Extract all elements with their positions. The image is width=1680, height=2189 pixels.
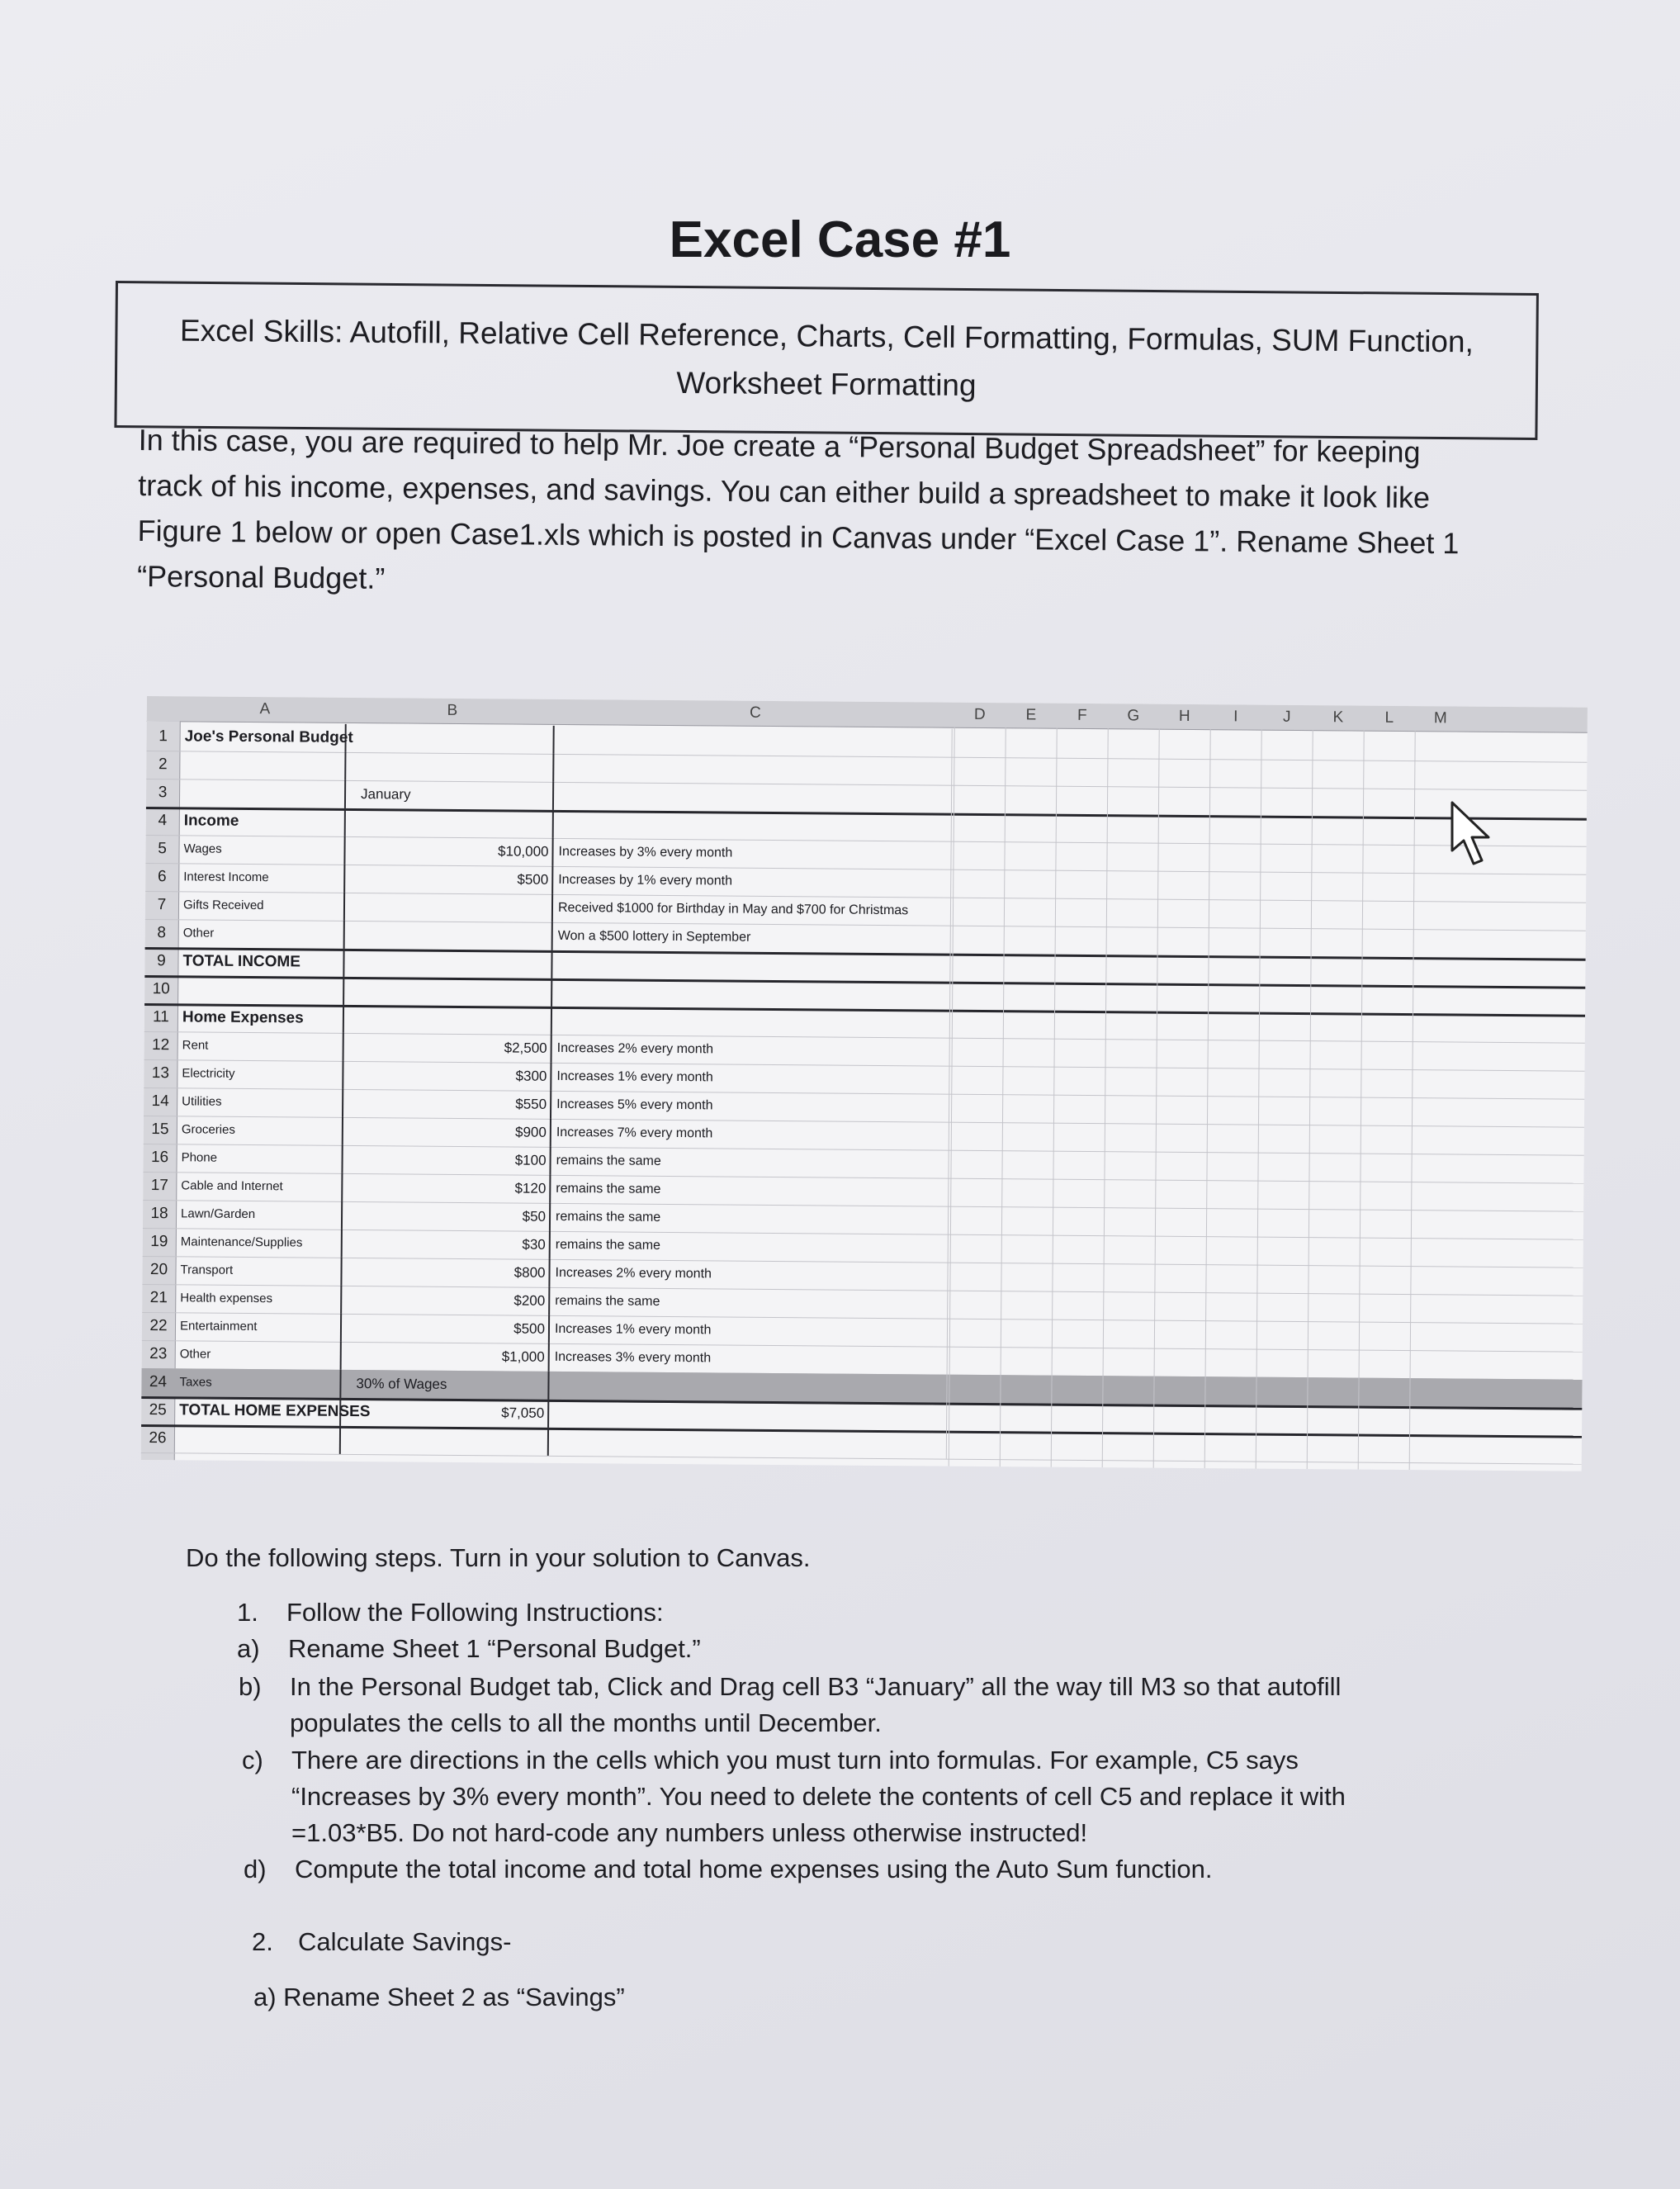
cell-c [554, 978, 950, 1010]
cell-a: Taxes [176, 1368, 341, 1398]
cell-c [551, 1372, 947, 1403]
cell-b [347, 893, 553, 922]
cell-c: remains the same [551, 1287, 948, 1319]
cell-c: Won a $500 lottery in September [555, 922, 951, 954]
cell-a: Entertainment [177, 1312, 342, 1342]
cell-b: 30% of Wages [343, 1370, 549, 1400]
cell-a [176, 1424, 341, 1454]
substep-text: There are directions in the cells which you must turn into formulas. For example, C5 says [291, 1746, 1299, 1774]
row-number: 21 [149, 1289, 168, 1307]
substep-text: “Increases by 3% every month”. You need to delete the contents of cell C5 and replace it with [291, 1782, 1346, 1811]
cell-b: $30 [344, 1230, 551, 1259]
cell-c: Received $1000 for Birthday in May and $700 for Christmas [555, 894, 951, 926]
cell-a: Maintenance/Supplies [177, 1228, 343, 1258]
step-text: Calculate Savings- [298, 1927, 512, 1956]
row-number: 25 [149, 1401, 167, 1419]
cell-a [181, 779, 346, 808]
cell-a: Transport [177, 1256, 342, 1286]
column-header-h: H [1178, 707, 1190, 725]
cell-b: $100 [344, 1145, 551, 1175]
cell-b: $1,000 [343, 1342, 550, 1372]
row-number: 7 [157, 896, 167, 914]
row-number: 4 [158, 812, 168, 830]
cell-b [346, 1005, 552, 1035]
column-header-g: G [1127, 707, 1140, 725]
cell-b: $200 [343, 1286, 550, 1315]
row-number: 11 [152, 1008, 169, 1026]
cell-a: Gifts Received [180, 891, 345, 921]
cell-c: Increases by 3% every month [555, 838, 951, 869]
cell-c: Increases by 1% every month [555, 866, 951, 898]
cell-c [556, 726, 952, 757]
row-number: 20 [149, 1261, 168, 1279]
column-header-m: M [1433, 709, 1447, 727]
mouse-pointer-icon [1449, 799, 1498, 874]
cell-b: $550 [345, 1089, 551, 1119]
row-number: 17 [150, 1177, 168, 1195]
row-number: 13 [151, 1064, 170, 1083]
cell-a: Wages [180, 835, 345, 865]
row-number: 24 [149, 1373, 168, 1391]
cell-c: Increases 5% every month [553, 1091, 949, 1122]
cell-c [554, 950, 950, 982]
cell-a: Electricity [178, 1059, 343, 1089]
row-number: 6 [157, 868, 167, 886]
column-header-k: K [1332, 708, 1344, 727]
cell-c: Increases 1% every month [551, 1315, 948, 1347]
column-header-i: I [1233, 708, 1238, 726]
cell-a [179, 975, 344, 1005]
cell-b: $120 [344, 1173, 551, 1203]
cell-c [551, 1428, 947, 1459]
cell-c: remains the same [552, 1203, 949, 1234]
cell-a: Cable and Internet [177, 1172, 343, 1201]
cell-c: remains the same [552, 1147, 949, 1178]
row-number: 3 [158, 784, 168, 802]
cell-c: Increases 7% every month [553, 1119, 949, 1150]
row-number: 5 [158, 840, 167, 858]
skills-text: Excel Skills: Autofill, Relative Cell Reference, Charts, Cell Formatting, Formulas, SUM Function, Worksheet Formatting [179, 313, 1474, 403]
substep-text: populates the cells to all the months until December. [290, 1708, 882, 1737]
cell-c: remains the same [552, 1175, 949, 1206]
cell-a: Health expenses [177, 1284, 342, 1314]
cell-a: Groceries [178, 1116, 343, 1145]
row-number: 8 [157, 924, 167, 942]
cell-a: TOTAL HOME EXPENSES [176, 1396, 341, 1426]
cell-b: $300 [345, 1061, 551, 1091]
cell-a: Other [177, 1340, 342, 1370]
step-number: 2. [252, 1927, 273, 1956]
cell-a: Income [181, 807, 346, 836]
cell-b: $900 [345, 1117, 551, 1147]
cell-b [343, 1426, 549, 1456]
column-header-c: C [749, 704, 761, 722]
cell-b [348, 724, 554, 754]
cell-b: $500 [343, 1314, 550, 1343]
cell-a: Joe's Personal Budget [181, 723, 346, 752]
column-header-j: J [1283, 708, 1291, 726]
cell-b: $800 [343, 1258, 550, 1287]
row-number: 12 [152, 1036, 170, 1054]
cell-b: January [348, 780, 554, 810]
substep-marker: c) [242, 1746, 263, 1774]
column-header-d: D [973, 705, 986, 723]
substep-text: Rename Sheet 1 “Personal Budget.” [288, 1634, 701, 1663]
step-number: 1. [237, 1598, 258, 1627]
row-number: 19 [150, 1233, 168, 1251]
row-number: 14 [151, 1092, 169, 1111]
cell-a: Rent [179, 1031, 344, 1061]
row-number: 9 [157, 952, 166, 970]
cell-b [348, 752, 554, 782]
cell-a: Phone [177, 1144, 343, 1173]
row-number: 26 [149, 1429, 167, 1447]
cell-c: Increases 1% every month [553, 1063, 949, 1094]
cell-c: Increases 2% every month [551, 1259, 948, 1291]
cell-a: Interest Income [180, 863, 345, 893]
cell-c: remains the same [552, 1231, 949, 1263]
substep-text: Compute the total income and total home expenses using the Auto Sum function. [295, 1855, 1213, 1883]
column-header-l: L [1384, 708, 1394, 727]
row-number: 15 [151, 1121, 169, 1139]
intro-paragraph: In this case, you are required to help Mr. Joe create a “Personal Budget Spreadsheet” for keeping track of his income, expenses, and savings. You can either build a spreadsheet to make it look like Figure 1 below or open Case1.xls which is posted in Canvas under “Excel Case 1”. Rename Sheet 1 “Personal Budget.” [136, 422, 1460, 595]
row-number: 22 [149, 1317, 168, 1335]
cell-b: $7,050 [343, 1398, 549, 1428]
row-number: 2 [158, 756, 168, 774]
row-number: 23 [149, 1345, 168, 1363]
spreadsheet-figure [141, 696, 1588, 1471]
cell-c [556, 754, 952, 785]
cell-c: Increases 3% every month [551, 1343, 948, 1375]
cell-b [348, 808, 554, 838]
cell-a: TOTAL INCOME [179, 947, 344, 977]
cell-c [556, 782, 952, 813]
substep-marker: d) [244, 1855, 267, 1883]
substep-marker: b) [239, 1672, 262, 1701]
row-number: 1 [159, 727, 168, 746]
substep-text: a) Rename Sheet 2 as “Savings” [253, 1983, 625, 2011]
row-number: 16 [150, 1149, 169, 1167]
column-header-a: A [259, 700, 271, 718]
column-header-b: B [447, 701, 458, 719]
step-text: Follow the Following Instructions: [286, 1598, 664, 1627]
cell-a: Lawn/Garden [177, 1200, 343, 1230]
cell-b [347, 921, 553, 950]
cell-b: $500 [347, 865, 553, 894]
page-title: Excel Case #1 [669, 211, 1011, 268]
cell-a: Utilities [178, 1087, 343, 1117]
cell-a: Other [180, 919, 345, 949]
substep-text: In the Personal Budget tab, Click and Drag cell B3 “January” all the way till M3 so that autofill [290, 1672, 1342, 1701]
cell-a [181, 751, 346, 780]
cell-c: Increases 2% every month [554, 1035, 950, 1066]
cell-b: $50 [344, 1201, 551, 1231]
skills-box [114, 281, 1538, 440]
substep-text: =1.03*B5. Do not hard-code any numbers unless otherwise instructed! [291, 1818, 1088, 1847]
column-header-e: E [1025, 706, 1037, 724]
cell-c [554, 1007, 950, 1038]
cell-a: Home Expenses [179, 1003, 344, 1033]
cell-b [346, 949, 552, 978]
row-number: 10 [152, 980, 170, 998]
substep-marker: a) [237, 1634, 260, 1663]
row-number: 18 [150, 1205, 168, 1223]
steps-heading: Do the following steps. Turn in your solution to Canvas. [186, 1543, 811, 1572]
cell-b: $10,000 [347, 836, 553, 866]
cell-b [346, 977, 552, 1007]
cell-c [551, 1400, 947, 1431]
column-header-f: F [1077, 706, 1087, 724]
cell-b: $2,500 [346, 1033, 552, 1063]
cell-c [556, 810, 952, 841]
